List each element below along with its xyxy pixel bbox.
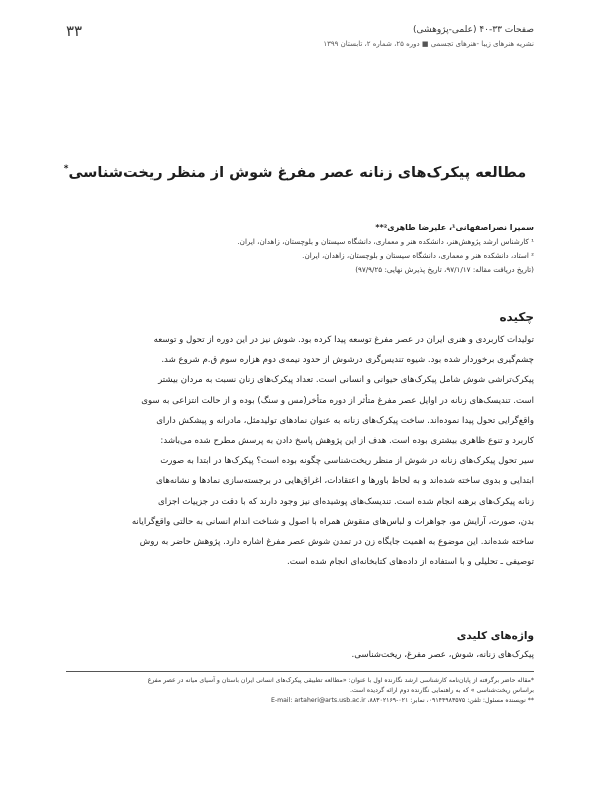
abstract-line: توصیفی ـ تحلیلی و با استفاده از داده‌های کتابخانه‌ای انجام شده است. bbox=[287, 557, 534, 568]
title-footnote-mark: * bbox=[63, 164, 69, 174]
title-text: مطالعه پیکرک‌های زنانه عصر مفرغ شوش از منظر ریخت‌شناسی bbox=[68, 164, 527, 181]
journal-header bbox=[194, 22, 534, 50]
abstract-line: پیکرک‌تراشی شوش شامل پیکرک‌های حیوانی و انسانی است. تعداد پیکرک‌های زنان نسبت به مردان بیشتر bbox=[158, 375, 534, 386]
footnotes bbox=[54, 676, 534, 706]
footnote-divider bbox=[66, 671, 534, 672]
abstract-line: بدن، صورت، آرایش مو، جواهرات و لباس‌های منقوش همراه با اصول و شناخت اندام انسانی به حالتی واقع‌گرایانه bbox=[131, 516, 534, 527]
submission-dates: (تاریخ دریافت مقاله: ۹۷/۱/۱۷، تاریخ پذیرش نهایی: ۹۷/۹/۲۵) bbox=[355, 265, 534, 274]
authors: سمیرا نصراصفهانی¹، علیرضا طاهری²** bbox=[375, 223, 534, 232]
abstract-line: تولیدات کاربردی و هنری ایران در عصر مفرغ توسعه پیدا کرده بود. شوش نیز در این دوره از تحول و توسعه bbox=[153, 335, 534, 345]
footnote-1-continued: براساس ریخت‌شناسی » که به راهنمایی نگارنده دوم ارائه گردیده است. bbox=[349, 687, 534, 694]
page-number: ۳۳ bbox=[66, 22, 83, 40]
abstract-line: سیر تحول پیکرک‌های زنانه در شوش از منظر ریخت‌شناسی چگونه بوده است؟ پیکرک‌ها در ابتدا به صورت bbox=[160, 456, 534, 467]
keywords-heading: واژه‌های کلیدی bbox=[456, 630, 534, 642]
abstract-line: چشم‌گیری برخوردار شده بود. شیوه تندیس‌گری درشوش از حدود نیمه‌ی دوم هزاره سوم ق.م شروع شد. bbox=[161, 355, 534, 366]
abstract-line: واقع‌گرایی تحول پیدا نموده‌اند. ساخت پیکرک‌های زنانه به عنوان نمادهای تولیدمثل، مادرانه و پیشکش دارای bbox=[156, 415, 534, 426]
abstract-line: ابتدایی و بدوی ساخته شده‌اند و به لحاظ باورها و اعتقادات، اغراق‌هایی در برجسته‌سازی نمادها و نشانه‌های bbox=[156, 476, 534, 487]
abstract-line: ساخته شده‌اند. این موضوع به اهمیت جایگاه زن در تمدن شوش عصر مفرغ اشاره دارد. پژوهش حاضر به روش bbox=[139, 537, 534, 548]
footnote-2-corresponding-author: ** نویسنده مسئول: تلفن: ۰۹۱۴۴۹۸۳۵۷۵، نمابر: ۰۲۱-۸۸۳۰۲۱۶۹، E-mail: artaheri@arts.usb.ac.ir bbox=[270, 697, 534, 704]
header-journal: نشریه هنرهای زیبا -هنرهای تجسمی ■ دوره ۲۵، شماره ۲، تابستان ۱۳۹۹ bbox=[323, 40, 534, 48]
affiliation-2: ² استاد، دانشکده هنر و معماری، دانشگاه سیستان و بلوچستان، زاهدان، ایران. bbox=[302, 251, 534, 260]
abstract-line: زنانه پیکرک‌های برهنه انجام شده است. تندیسک‌های پوشیده‌ای نیز وجود دارند که با دقت در جزییات اجزای bbox=[158, 496, 534, 507]
article-title bbox=[60, 158, 530, 184]
keywords-text: پیکرک‌های زنانه، شوش، عصر مفرغ، ریخت‌شناسی. bbox=[351, 650, 534, 660]
abstract-heading: چکیده bbox=[499, 310, 534, 324]
abstract-line: کاربرد و تنوع ظاهری بیشتری بوده است. هدف از این پژوهش پاسخ دادن به پرسش مطرح شده می‌باشد: bbox=[160, 436, 534, 447]
header-pages: صفحات ۳۳-۴۰ (علمی-پژوهشی) bbox=[413, 25, 534, 35]
footnote-1: *مقاله حاضر برگرفته از پایان‌نامه کارشناسی ارشد نگارنده اول با عنوان: «مطالعه تطبیقی پیکرک‌های انسانی ایران باستان و آسیای میانه در عصر مفرغ bbox=[147, 677, 534, 684]
abstract-line: است. تندیسک‌های زنانه در اوایل عصر مفرغ متأثر از دوره متأخر(مس و سنگ) بوده و از حالت انتزاعی به سوی bbox=[141, 395, 534, 406]
affiliation-1: ¹ کارشناس ارشد پژوهش‌هنر، دانشکده هنر و معماری، دانشگاه سیستان و بلوچستان، زاهدان، ایران. bbox=[237, 237, 534, 246]
abstract-body bbox=[66, 330, 534, 572]
